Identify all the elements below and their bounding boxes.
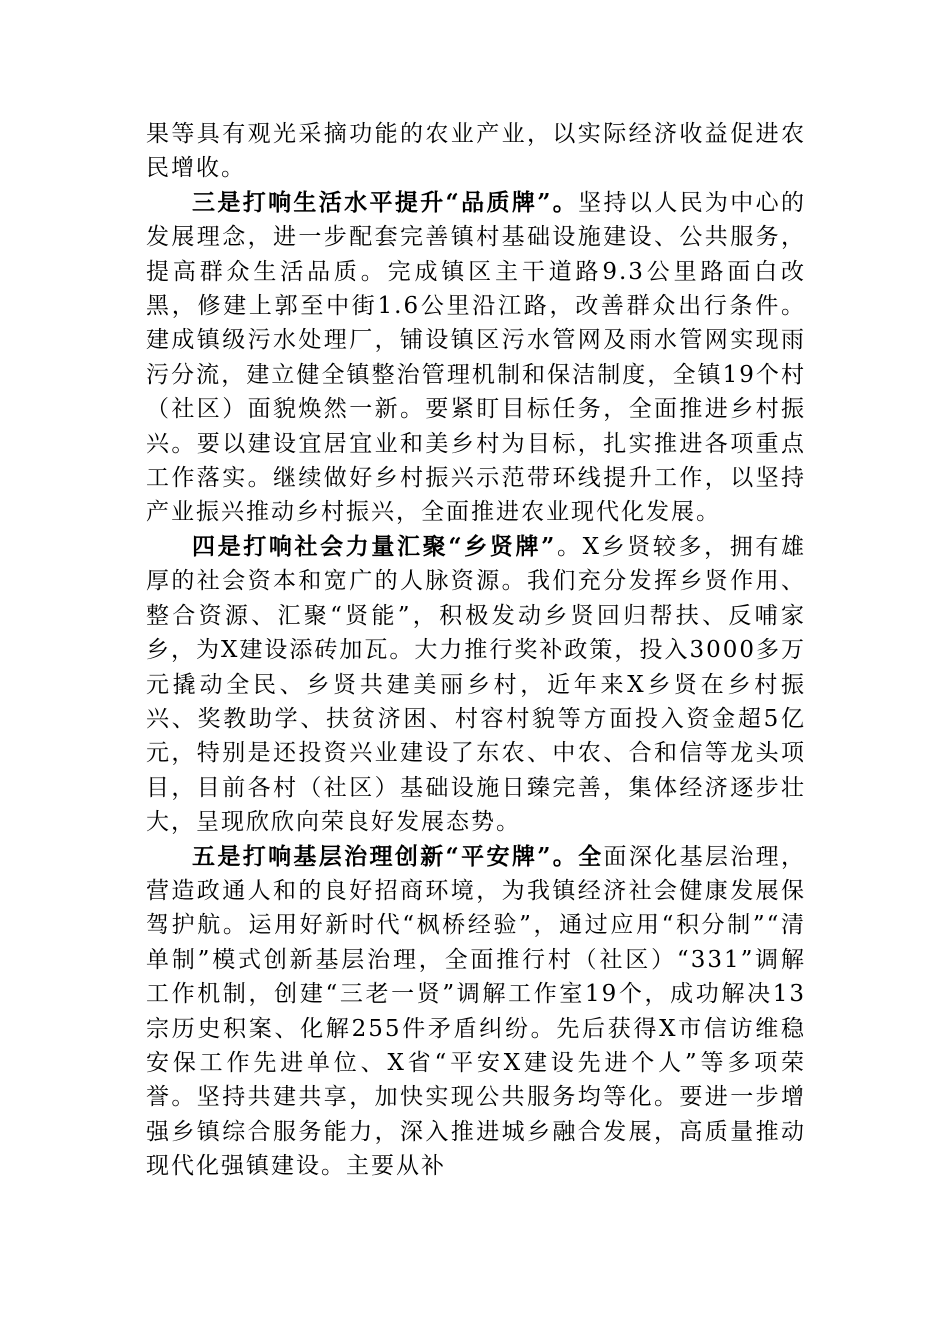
paragraph-2-text: 坚持以人民为中心的发展理念，进一步配套完善镇村基础设施建设、公共服务，提高群众生活品质。完成镇区主干道路9.3公里路面白改黑，修建上郭至中街1.6公里沿江路，改善群众出行条件。建成镇级污水处理厂，铺设镇区污水管网及雨水管网实现雨污分流，建立健全镇整治管理机制和保洁制度，全镇19个村（社区）面貌焕然一新。要紧盯目标任务，全面推进乡村振兴。要以建设宜居宜业和美乡村为目标，扎实推进各项重点工作落实。继续做好乡村振兴示范带环线提升工作，以坚持产业振兴推动乡村振兴，全面推进农业现代化发展。: [146, 189, 806, 526]
paragraph-3-text: 。X乡贤较多，拥有雄厚的社会资本和宽广的人脉资源。我们充分发挥乡贤作用、整合资源、汇聚“贤能”，积极发动乡贤回归帮扶、反哺家乡，为X建设添砖加瓦。大力推行奖补政策，投入3000多万元撬动全民、乡贤共建美丽乡村，近年来X乡贤在乡村振兴、奖教助学、扶贫济困、村容村貌等方面投入资金超5亿元，特别是还投资兴业建设了东农、中农、合和信等龙头项目，目前各村（社区）基础设施日臻完善，集体经济逐步壮大，呈现欣欣向荣良好发展态势。: [146, 533, 807, 836]
paragraph-4-text: 面深化基层治理，营造政通人和的良好招商环境，为我镇经济社会健康发展保驾护航。运用好新时代“枫桥经验”，通过应用“积分制”“清单制”模式创新基层治理，全面推行村（社区）“331”调解工作机制，创建“三老一贤”调解工作室19个，成功解决13宗历史积案、化解255件矛盾纠纷。先后获得X市信访维稳安保工作先进单位、X省“平安X建设先进个人”等多项荣誉。坚持共建共享，加快实现公共服务均等化。要进一步增强乡镇综合服务能力，深入推进城乡融合发展，高质量推动现代化强镇建设。主要从补: [146, 843, 807, 1180]
paragraph-4: [146, 840, 806, 1184]
paragraph-2: [146, 186, 806, 530]
paragraph-4-heading: 五是打响基层治理创新“平安牌”。全: [192, 842, 604, 870]
paragraph-1: [146, 117, 806, 186]
paragraph-3: [146, 530, 806, 840]
document-page: [146, 117, 806, 1184]
paragraph-3-heading: 四是打响社会力量汇聚“乡贤牌”: [192, 532, 557, 560]
paragraph-1-text: 果等具有观光采摘功能的农业产业，以实际经济收益促进农民增收。: [146, 121, 806, 182]
paragraph-2-heading: 三是打响生活水平提升“品质牌”。: [192, 188, 579, 216]
